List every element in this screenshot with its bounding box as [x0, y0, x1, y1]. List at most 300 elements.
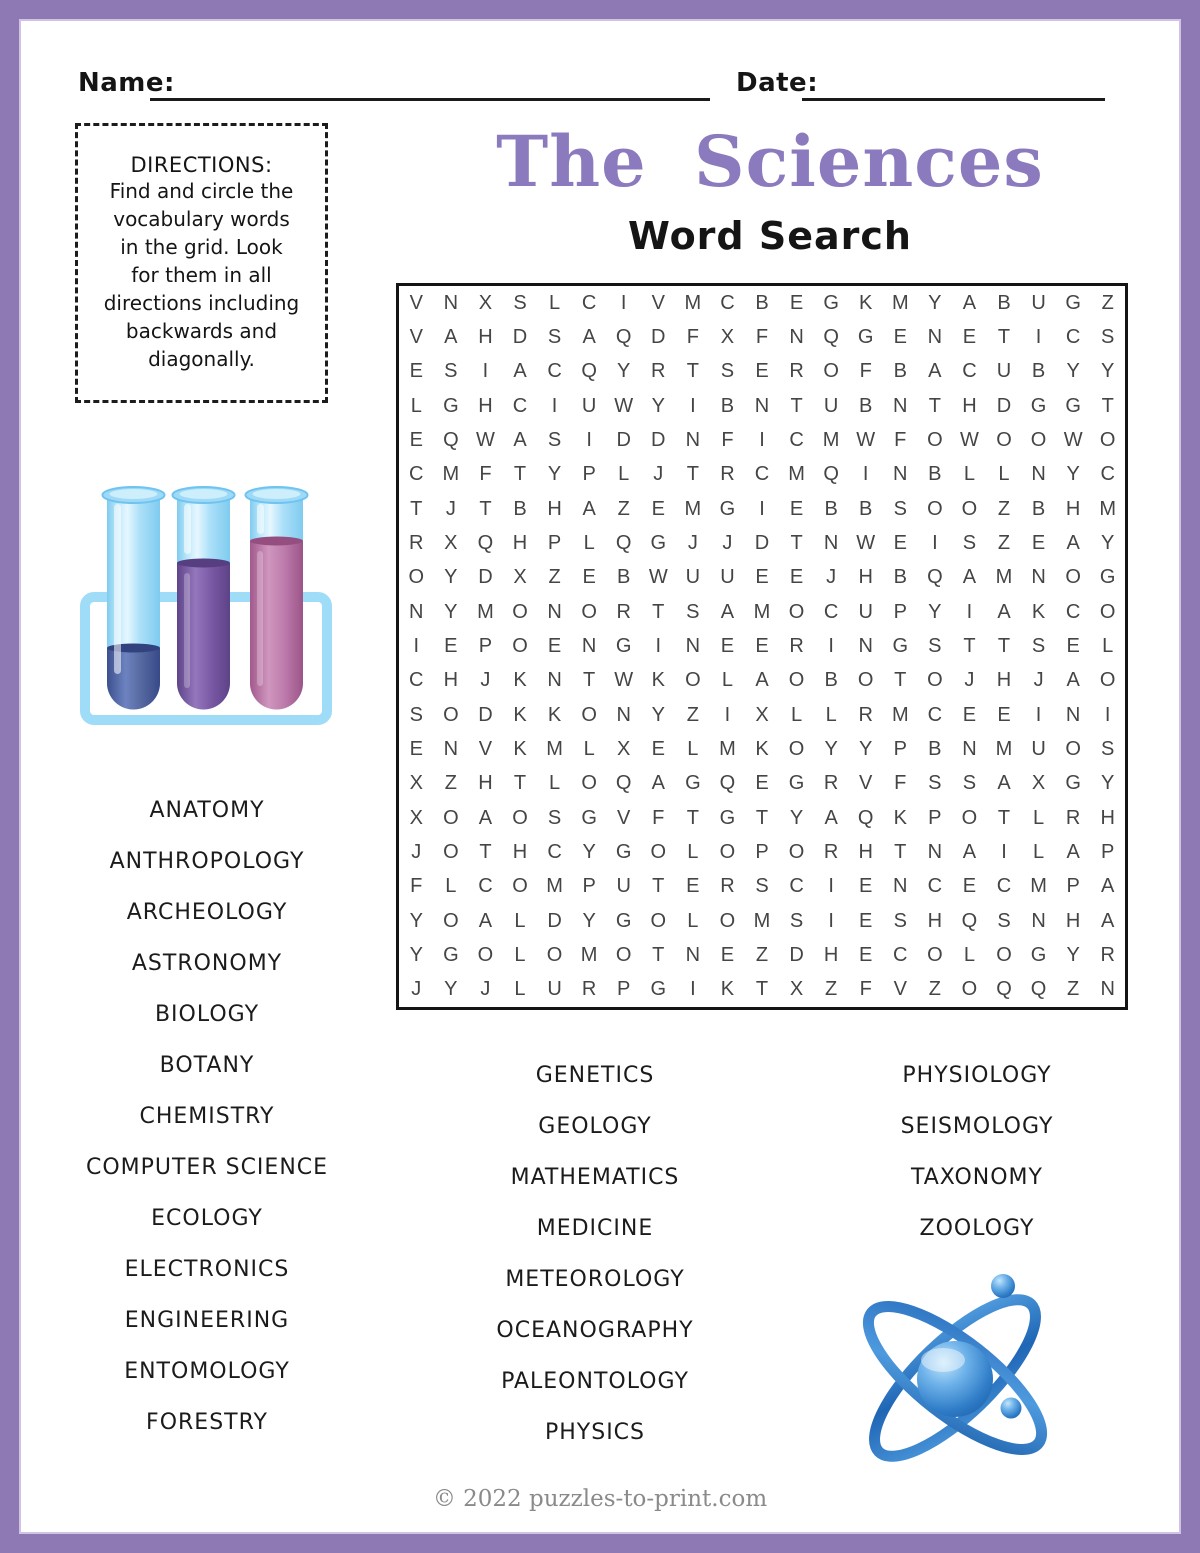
grid-letter-cell: E — [651, 497, 665, 520]
grid-letter-cell: J — [411, 840, 422, 863]
grid-letter-cell: O — [927, 669, 943, 692]
grid-letter-cell: G — [650, 978, 667, 1001]
grid-letter-cell: B — [893, 360, 907, 383]
grid-letter-cell: C — [547, 360, 562, 383]
grid-letter-cell: X — [617, 737, 631, 760]
grid-letter-cell: K — [859, 291, 873, 314]
grid-letter-cell: Q — [615, 325, 632, 348]
grid-letter-cell: M — [1030, 875, 1047, 898]
grid-letter-cell: E — [962, 703, 977, 726]
grid-letter-cell: Y — [617, 360, 631, 383]
grid-letter-cell: K — [513, 703, 527, 726]
word-list-left — [62, 798, 352, 1435]
grid-letter-cell: R — [616, 600, 631, 623]
grid-letter-cell: O — [961, 978, 978, 1001]
grid-letter-cell: F — [721, 428, 734, 451]
grid-letter-cell: F — [479, 463, 492, 486]
grid-letter-cell: I — [1035, 703, 1042, 726]
grid-letter-cell: L — [583, 531, 595, 554]
grid-letter-cell: E — [893, 531, 907, 554]
grid-letter-cell: J — [480, 669, 491, 692]
grid-letter-cell: Y — [1101, 360, 1115, 383]
grid-letter-cell: Q — [961, 909, 978, 932]
grid-letter-cell: O — [1030, 428, 1047, 451]
grid-letter-cell: L — [514, 943, 526, 966]
grid-letter-cell: J — [480, 978, 491, 1001]
grid-letter-cell: A — [1101, 909, 1115, 932]
grid-letter-cell: I — [759, 428, 765, 451]
grid-letter-cell: H — [1065, 497, 1081, 520]
grid-letter-cell: Q — [823, 325, 839, 348]
grid-letter-cell: R — [823, 840, 839, 863]
grid-letter-cell: B — [1031, 497, 1046, 520]
grid-letter-cell: I — [828, 634, 834, 657]
grid-letter-cell: T — [652, 875, 665, 898]
grid-letter-cell: O — [927, 428, 943, 451]
grid-letter-cell: C — [720, 291, 735, 314]
grid-letter-cell: Y — [651, 394, 665, 417]
grid-letter-cell: N — [1031, 909, 1046, 932]
grid-letter-cell: Q — [996, 978, 1012, 1001]
grid-letter-cell: S — [962, 772, 977, 795]
grid-letter-cell: G — [1030, 394, 1047, 417]
grid-letter-cell: A — [1066, 840, 1080, 863]
grid-letter-cell: J — [826, 566, 837, 589]
grid-letter-cell: G — [615, 840, 632, 863]
grid-letter-cell: O — [857, 669, 874, 692]
grid-letter-cell: E — [755, 772, 769, 795]
grid-letter-cell: G — [1099, 566, 1116, 589]
title-block — [350, 112, 1190, 258]
grid-letter-cell: Z — [825, 978, 838, 1001]
grid-letter-cell: C — [409, 669, 424, 692]
grid-letter-cell: C — [478, 875, 493, 898]
grid-letter-cell: I — [828, 909, 834, 932]
grid-letter-cell: T — [790, 531, 803, 554]
grid-letter-cell: O — [512, 875, 528, 898]
grid-letter-cell: D — [547, 909, 562, 932]
grid-letter-cell: B — [928, 737, 942, 760]
grid-letter-cell: B — [824, 669, 838, 692]
grid-letter-cell: A — [582, 497, 596, 520]
grid-letter-cell: H — [1100, 806, 1115, 829]
grid-letter-cell: L — [583, 737, 595, 760]
word-list-item: GENETICS — [535, 1063, 655, 1088]
grid-letter-cell: N — [893, 875, 908, 898]
grid-letter-cell: A — [962, 566, 977, 589]
grid-letter-cell: C — [409, 463, 424, 486]
grid-letter-cell: M — [891, 291, 909, 314]
grid-letter-cell: S — [928, 772, 942, 795]
grid-letter-cell: S — [547, 806, 562, 829]
grid-letter-cell: L — [687, 909, 699, 932]
word-list-item: ELECTRONICS — [124, 1257, 290, 1282]
date-blank-line[interactable] — [802, 98, 1105, 101]
directions-line: for them in all — [131, 263, 272, 287]
grid-letter-cell: O — [650, 840, 667, 863]
grid-letter-cell: F — [859, 360, 872, 383]
grid-letter-cell: Y — [444, 566, 458, 589]
grid-letter-cell: O — [477, 943, 494, 966]
grid-letter-cell: G — [1065, 772, 1081, 795]
grid-letter-cell: H — [443, 669, 459, 692]
grid-letter-cell: O — [1065, 737, 1081, 760]
grid-letter-cell: U — [996, 360, 1012, 383]
grid-letter-cell: Z — [444, 772, 457, 795]
grid-letter-cell: O — [512, 600, 528, 623]
grid-letter-cell: L — [963, 463, 975, 486]
grid-letter-cell: P — [1066, 875, 1080, 898]
grid-letter-cell: I — [482, 360, 489, 383]
grid-letter-cell: X — [409, 806, 423, 829]
grid-letter-cell: E — [859, 909, 873, 932]
grid-letter-cell: C — [996, 875, 1012, 898]
grid-letter-cell: C — [512, 394, 528, 417]
grid-letter-cell: V — [478, 737, 493, 760]
directions-line: in the grid. Look — [120, 235, 283, 259]
grid-letter-cell: U — [858, 600, 873, 623]
grid-letter-cell: L — [514, 909, 526, 932]
directions-line: diagonally. — [148, 347, 255, 371]
grid-letter-cell: U — [547, 978, 562, 1001]
grid-letter-cell: B — [928, 463, 942, 486]
grid-letter-cell: O — [927, 943, 943, 966]
grid-letter-cell: F — [686, 325, 699, 348]
grid-letter-cell: C — [1100, 463, 1115, 486]
grid-letter-cell: M — [546, 737, 563, 760]
grid-letter-cell: E — [547, 634, 562, 657]
grid-letter-cell: O — [685, 669, 701, 692]
grid-letter-cell: Y — [859, 737, 873, 760]
grid-letter-cell: V — [617, 806, 631, 829]
grid-letter-cell: O — [1099, 428, 1116, 451]
grid-letter-cell: N — [927, 840, 943, 863]
grid-letter-cell: C — [962, 360, 977, 383]
grid-letter-cell: X — [513, 566, 527, 589]
grid-letter-cell: Y — [824, 737, 838, 760]
grid-letter-cell: U — [1031, 291, 1046, 314]
grid-letter-cell: S — [1101, 325, 1115, 348]
grid-letter-cell: Q — [927, 566, 943, 589]
grid-letter-cell: H — [512, 531, 528, 554]
grid-letter-cell: L — [514, 978, 526, 1001]
grid-letter-cell: U — [1031, 737, 1046, 760]
grid-letter-cell: O — [788, 669, 805, 692]
grid-letter-cell: N — [823, 531, 839, 554]
grid-letter-cell: W — [614, 669, 634, 692]
grid-letter-cell: Y — [789, 806, 804, 829]
grid-letter-cell: C — [547, 840, 562, 863]
grid-letter-cell: C — [1065, 325, 1081, 348]
grid-letter-cell: E — [1066, 634, 1080, 657]
grid-letter-cell: N — [443, 291, 459, 314]
word-list-item: TAXONOMY — [911, 1165, 1043, 1190]
grid-letter-cell: M — [822, 428, 840, 451]
grid-letter-cell: N — [547, 600, 562, 623]
grid-letter-cell: I — [1104, 703, 1111, 726]
grid-letter-cell: X — [478, 291, 493, 314]
grid-letter-cell: O — [581, 772, 597, 795]
grid-letter-cell: B — [513, 497, 527, 520]
grid-letter-cell: T — [755, 978, 769, 1001]
grid-letter-cell: I — [690, 978, 696, 1001]
grid-letter-cell: C — [789, 875, 804, 898]
word-list-item: MEDICINE — [536, 1216, 654, 1241]
name-label: Name: — [78, 68, 175, 98]
grid-letter-cell: G — [650, 531, 667, 554]
grid-letter-cell: X — [755, 703, 769, 726]
grid-letter-cell: M — [995, 566, 1013, 589]
word-list-item: ANATOMY — [149, 798, 265, 823]
grid-letter-cell: U — [685, 566, 701, 589]
grid-letter-cell: S — [1101, 737, 1115, 760]
grid-letter-cell: N — [443, 737, 459, 760]
grid-letter-cell: Q — [615, 531, 632, 554]
grid-letter-cell: K — [755, 737, 769, 760]
grid-letter-cell: T — [894, 840, 907, 863]
grid-letter-cell: T — [1101, 394, 1114, 417]
grid-letter-cell: D — [651, 428, 666, 451]
grid-letter-cell: H — [858, 840, 873, 863]
grid-letter-cell: Q — [719, 772, 736, 795]
grid-letter-cell: D — [651, 325, 666, 348]
grid-letter-cell: O — [961, 497, 978, 520]
grid-letter-cell: Y — [1066, 943, 1080, 966]
grid-letter-cell: L — [445, 875, 457, 898]
grid-letter-cell: H — [823, 943, 839, 966]
grid-letter-cell: N — [685, 634, 701, 657]
grid-letter-cell: O — [650, 909, 667, 932]
grid-letter-cell: R — [1100, 943, 1115, 966]
name-blank-line[interactable] — [150, 98, 710, 101]
grid-letter-cell: A — [720, 600, 735, 623]
grid-letter-cell: G — [1065, 394, 1081, 417]
grid-letter-cell: M — [684, 497, 702, 520]
grid-letter-cell: X — [1031, 772, 1046, 795]
grid-letter-cell: Z — [686, 703, 699, 726]
grid-letter-cell: Y — [928, 600, 942, 623]
page-subtitle: Word Search — [628, 214, 912, 258]
grid-letter-cell: O — [719, 909, 736, 932]
grid-letter-cell: X — [720, 325, 735, 348]
grid-letter-cell: G — [615, 634, 632, 657]
grid-letter-cell: F — [859, 978, 872, 1001]
grid-letter-cell: H — [996, 669, 1012, 692]
grid-letter-cell: P — [547, 531, 562, 554]
grid-letter-cell: V — [409, 291, 423, 314]
word-list-item: GEOLOGY — [538, 1114, 652, 1139]
grid-letter-cell: Z — [617, 497, 630, 520]
grid-letter-cell: T — [997, 634, 1011, 657]
grid-letter-cell: G — [615, 909, 632, 932]
grid-letter-cell: E — [859, 875, 873, 898]
grid-letter-cell: I — [724, 703, 731, 726]
grid-letter-cell: K — [513, 737, 527, 760]
grid-letter-cell: Y — [651, 703, 665, 726]
grid-letter-cell: B — [893, 566, 907, 589]
grid-letter-cell: Y — [409, 909, 423, 932]
grid-letter-cell: S — [444, 360, 458, 383]
grid-letter-cell: P — [582, 463, 596, 486]
grid-letter-cell: E — [686, 875, 700, 898]
grid-letter-cell: O — [581, 703, 597, 726]
grid-letter-cell: J — [1033, 669, 1044, 692]
grid-letter-cell: L — [410, 394, 422, 417]
grid-letter-cell: E — [582, 566, 596, 589]
grid-letter-cell: T — [513, 772, 527, 795]
grid-letter-cell: O — [719, 840, 736, 863]
grid-letter-cell: C — [927, 703, 943, 726]
grid-letter-cell: T — [755, 806, 769, 829]
grid-letter-cell: O — [443, 806, 459, 829]
grid-letter-cell: S — [789, 909, 804, 932]
grid-letter-cell: G — [892, 634, 909, 657]
grid-letter-cell: L — [687, 840, 699, 863]
grid-letter-cell: A — [928, 360, 942, 383]
grid-letter-cell: N — [1065, 703, 1081, 726]
grid-letter-cell: A — [478, 909, 493, 932]
grid-letter-cell: K — [1031, 600, 1046, 623]
grid-letter-cell: V — [651, 291, 665, 314]
grid-letter-cell: Z — [928, 978, 941, 1001]
word-list-item: METEOROLOGY — [505, 1267, 685, 1292]
grid-letter-cell: N — [893, 394, 908, 417]
grid-letter-cell: Y — [1066, 463, 1080, 486]
grid-letter-cell: G — [719, 497, 736, 520]
grid-letter-cell: P — [928, 806, 942, 829]
grid-letter-cell: D — [789, 943, 804, 966]
grid-letter-cell: O — [443, 703, 459, 726]
grid-letter-cell: R — [720, 463, 735, 486]
grid-letter-cell: O — [615, 943, 632, 966]
grid-letter-cell: N — [616, 703, 631, 726]
grid-letter-cell: T — [583, 669, 596, 692]
grid-letter-cell: B — [859, 394, 873, 417]
word-list-item: ARCHEOLOGY — [126, 900, 288, 925]
grid-letter-cell: X — [789, 978, 804, 1001]
word-list-item: COMPUTER SCIENCE — [85, 1155, 329, 1180]
grid-letter-cell: Q — [443, 428, 459, 451]
grid-letter-cell: E — [651, 737, 665, 760]
word-list-item: ASTRONOMY — [131, 951, 283, 976]
grid-letter-cell: R — [1065, 806, 1081, 829]
grid-letter-cell: S — [686, 600, 700, 623]
word-list-item: BIOLOGY — [154, 1002, 260, 1027]
word-list-item: PHYSIOLOGY — [902, 1063, 1052, 1088]
grid-letter-cell: O — [961, 806, 978, 829]
grid-letter-cell: R — [651, 360, 666, 383]
word-list-item: PHYSICS — [544, 1420, 646, 1445]
grid-letter-cell: G — [1065, 291, 1081, 314]
grid-letter-cell: W — [648, 566, 668, 589]
grid-letter-cell: E — [789, 291, 804, 314]
grid-letter-cell: M — [788, 463, 805, 486]
grid-letter-cell: Y — [1101, 531, 1115, 554]
grid-letter-cell: J — [411, 978, 422, 1001]
grid-letter-cell: I — [759, 497, 765, 520]
grid-letter-cell: L — [549, 291, 561, 314]
grid-letter-cell: E — [962, 875, 977, 898]
grid-letter-cell: T — [479, 840, 492, 863]
grid-letter-cell: E — [755, 360, 769, 383]
grid-letter-cell: M — [546, 875, 563, 898]
grid-letter-cell: A — [1066, 531, 1080, 554]
grid-letter-cell: G — [443, 943, 459, 966]
grid-letter-cell: C — [789, 428, 804, 451]
grid-letter-cell: Y — [1101, 772, 1115, 795]
grid-letter-cell: O — [512, 806, 528, 829]
grid-letter-cell: H — [927, 909, 943, 932]
grid-letter-cell: W — [614, 394, 634, 417]
grid-letter-cell: S — [962, 531, 977, 554]
grid-letter-cell: K — [720, 978, 735, 1001]
grid-letter-cell: R — [409, 531, 424, 554]
grid-letter-cell: Y — [582, 840, 596, 863]
grid-letter-cell: S — [513, 291, 527, 314]
grid-letter-cell: J — [653, 463, 664, 486]
grid-letter-cell: H — [512, 840, 528, 863]
word-list-right — [812, 1063, 1142, 1241]
grid-letter-cell: R — [581, 978, 597, 1001]
grid-letter-cell: O — [996, 428, 1012, 451]
grid-letter-cell: M — [1099, 497, 1117, 520]
grid-letter-cell: V — [409, 325, 423, 348]
grid-letter-cell: N — [962, 737, 977, 760]
grid-letter-cell: P — [893, 737, 907, 760]
grid-letter-cell: M — [719, 737, 736, 760]
word-list-item: SEISMOLOGY — [900, 1114, 1054, 1139]
grid-letter-cell: U — [720, 566, 735, 589]
grid-letter-cell: M — [753, 909, 771, 932]
grid-letter-cell: D — [478, 703, 493, 726]
grid-letter-cell: P — [755, 840, 769, 863]
grid-letter-cell: G — [1030, 943, 1047, 966]
grid-letter-cell: L — [825, 703, 837, 726]
grid-letter-cell: C — [754, 463, 770, 486]
grid-letter-cell: R — [858, 703, 873, 726]
grid-letter-cell: W — [959, 428, 979, 451]
grid-letter-cell: A — [513, 428, 527, 451]
grid-letter-cell: D — [512, 325, 528, 348]
grid-letter-cell: O — [546, 943, 563, 966]
grid-letter-cell: S — [893, 497, 907, 520]
grid-letter-cell: N — [685, 428, 701, 451]
grid-letter-cell: C — [823, 600, 839, 623]
grid-letter-cell: Q — [581, 360, 597, 383]
word-list-item: ENTOMOLOGY — [124, 1359, 290, 1384]
grid-letter-cell: M — [684, 291, 702, 314]
test-tubes-illustration — [78, 478, 334, 736]
grid-letter-cell: D — [996, 394, 1012, 417]
grid-letter-cell: N — [893, 463, 908, 486]
grid-letter-cell: O — [512, 634, 528, 657]
grid-letter-cell: M — [753, 600, 771, 623]
grid-letter-cell: Q — [823, 463, 839, 486]
grid-letter-cell: Z — [997, 497, 1011, 520]
grid-letter-cell: I — [551, 394, 558, 417]
grid-letter-cell: G — [581, 806, 597, 829]
grid-letter-cell: C — [893, 943, 908, 966]
word-list-item: MATHEMATICS — [510, 1165, 680, 1190]
grid-letter-cell: S — [547, 428, 562, 451]
date-label: Date: — [736, 68, 819, 98]
grid-letter-cell: S — [1031, 634, 1046, 657]
grid-letter-cell: N — [858, 634, 873, 657]
grid-letter-cell: L — [687, 737, 699, 760]
grid-letter-cell: T — [997, 806, 1011, 829]
grid-letter-cell: T — [963, 634, 976, 657]
grid-letter-cell: M — [477, 600, 494, 623]
